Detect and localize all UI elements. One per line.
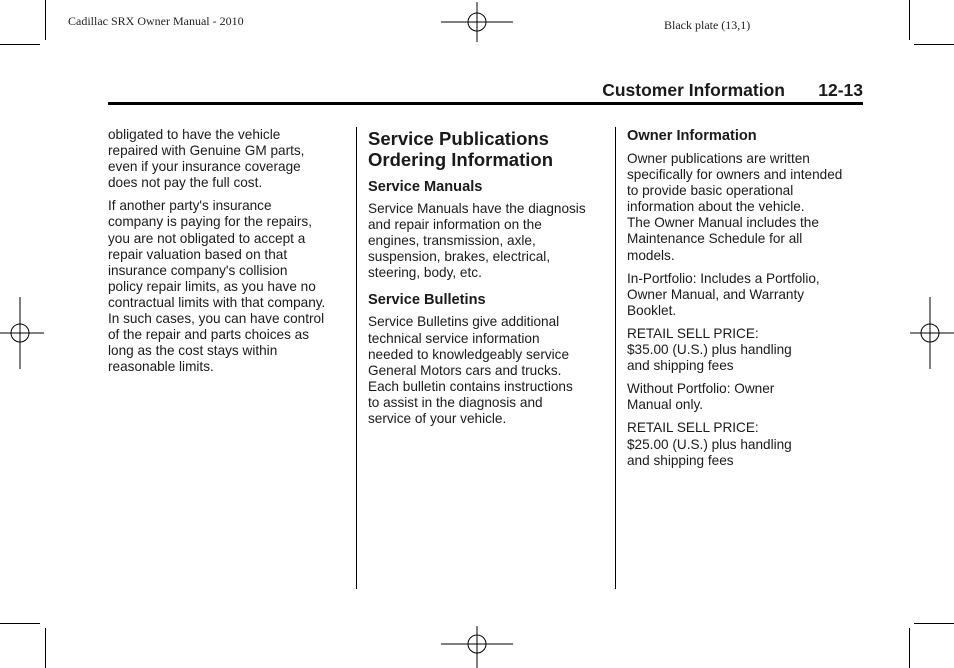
text-line: models. [627,247,675,263]
text-line: needed to knowledgeably service [368,346,570,362]
crop-mark [0,44,40,45]
paragraph [368,314,608,427]
text-line: repaired with Genuine GM parts, [108,143,305,159]
column-divider [615,127,616,589]
paragraph [108,198,346,375]
crop-mark [909,628,910,668]
text-line: information about the vehicle. [627,199,805,215]
text-line: Service Bulletins give additional [368,314,560,330]
text-line: suspension, brakes, electrical, [368,249,551,265]
page-header [108,80,863,105]
crop-mark [45,628,46,668]
section-heading [368,128,608,170]
crop-mark [909,0,910,40]
text-line: policy repair limits, as you have no [108,278,316,294]
text-line: If another party's insurance [108,198,272,214]
text-line: The Owner Manual includes the [627,215,819,231]
text-line: of the repair and parts choices as [108,327,309,343]
text-line: company is paying for the repairs, [108,214,313,230]
text-line: even if your insurance coverage [108,159,301,175]
text-line: insurance company's collision [108,262,288,278]
crop-mark [45,0,46,40]
text-line: and repair information on the [368,217,542,233]
subheading-service-bulletins: Service Bulletins [368,292,486,309]
text-line: RETAIL SELL PRICE: [627,325,759,341]
registration-mark-icon [910,297,954,369]
subheading-owner-information: Owner Information [627,128,757,144]
text-line: Owner publications are written [627,151,810,166]
text-line: steering, body, etc. [368,265,482,281]
text-line: you are not obligated to accept a [108,230,306,246]
text-line: Service Manuals have the diagnosis [368,201,586,216]
paragraph [627,326,863,374]
text-line: Owner Manual, and Warranty [627,286,805,302]
text-line: service of your vehicle. [368,411,507,427]
paragraph [368,201,608,281]
registration-mark-icon [441,624,513,668]
column-divider [356,127,357,589]
text-line: contractual limits with that company. [108,294,326,310]
text-line: RETAIL SELL PRICE: [627,420,759,436]
text-line: Booklet. [627,302,677,318]
registration-mark-icon [0,297,44,369]
text-line: long as the cost stays within [108,343,278,359]
text-line: Manual only. [627,397,704,413]
text-line: In-Portfolio: Includes a Portfolio, [627,270,820,286]
column-right [627,127,863,476]
text-line: In such cases, you can have control [108,311,325,327]
paragraph [627,420,863,468]
page-number: 12-13 [818,80,863,100]
crop-mark [914,44,954,45]
text-line: $35.00 (U.S.) plus handling [627,342,792,358]
text-line: does not pay the full cost. [108,175,263,191]
registration-mark-icon [441,2,513,46]
text-line: to assist in the diagnosis and [368,394,543,410]
plate-code: Black plate (13,1) [664,18,751,32]
heading-line: Ordering Information [368,149,553,170]
crop-mark [0,623,40,624]
paragraph [108,127,346,191]
text-line: repair valuation based on that [108,246,288,262]
text-line: technical service information [368,330,540,346]
text-line: engines, transmission, axle, [368,233,536,249]
plate-title: Cadillac SRX Owner Manual - 2010 [68,14,244,28]
text-line: and shipping fees [627,358,734,374]
text-line: Without Portfolio: Owner [627,381,775,397]
paragraph [627,381,863,413]
text-line: obligated to have the vehicle [108,127,281,142]
text-line: reasonable limits. [108,359,214,375]
section-title: Customer Information [602,80,785,100]
column-left [108,127,346,382]
text-line: Each bulletin contains instructions [368,378,573,394]
text-line: specifically for owners and intended [627,167,843,183]
text-line: and shipping fees [627,452,734,468]
text-line: General Motors cars and trucks. [368,362,562,378]
text-line: Maintenance Schedule for all [627,231,803,247]
text-line: to provide basic operational [627,183,794,199]
subheading-service-manuals: Service Manuals [368,179,483,195]
crop-mark [914,623,954,624]
paragraph [627,271,863,319]
heading-line: Service Publications [368,128,549,149]
paragraph [627,151,863,264]
text-line: $25.00 (U.S.) plus handling [627,436,792,452]
column-middle [368,128,608,434]
